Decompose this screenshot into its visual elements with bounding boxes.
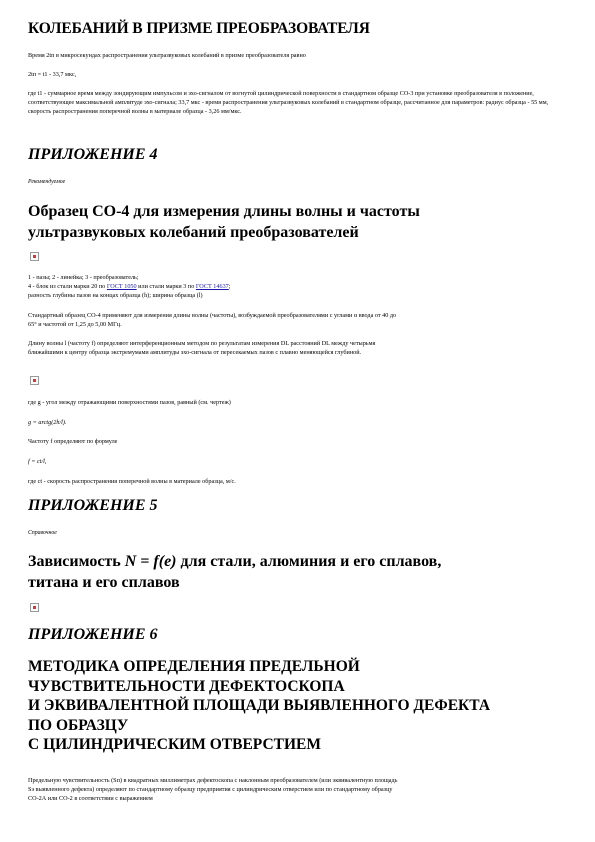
legend-line: разность глубины пазов на концах образца (h); ширина образца (l) [28,292,203,300]
ct-where: где ct - скорость распространения поперечной волны в материале образца, м/с. [28,478,236,485]
appendix-6-heading: ПРИЛОЖЕНИЕ 6 [28,626,158,643]
title-formula: N = f(e) [124,553,177,570]
legend-text: ; [228,283,231,291]
freq-text: Частоту f определяют по формуле [28,438,118,445]
paragraph-line: Предельную чувствительность (Sп) в квадратных миллиметрах дефектоскопа с наклонным преобразователем (или эквивалентную площадь [28,777,398,784]
title-text: для стали, алюминия и его сплавов, [176,553,442,570]
appendix-4-heading: ПРИЛОЖЕНИЕ 4 [28,146,158,163]
appendix-6-title-line: И ЭКВИВАЛЕНТНОЙ ПЛОЩАДИ ВЫЯВЛЕННОГО ДЕФЕКТА [28,697,491,714]
appendix-6-title-line: ЧУВСТВИТЕЛЬНОСТИ ДЕФЕКТОСКОПА [28,677,345,695]
appendix-4-paragraph-2 [28,339,568,357]
appendix-6-title-line: С ЦИЛИНДРИЧЕСКИМ ОТВЕРСТИЕМ [28,736,322,753]
prism-text: Время 2tп в микросекундах распространения ультразвуковых колебаний в призме преобразователя равно [28,52,306,59]
appendix-6-title [28,657,568,755]
legend-text: или стали марки 3 по [136,283,196,291]
legend-text: 4 - блок из стали марки 20 по [28,283,107,291]
appendix-4-title-line: ультразвуковых колебаний преобразователей [28,224,359,241]
gost-14637-link[interactable]: ГОСТ 14637 [195,283,229,291]
paragraph-line: 65° и частотой от 1,25 до 5,00 МГц. [28,321,122,329]
gamma-formula: g = arctg(2h/l). [28,419,67,426]
paragraph-line: Длину волны l (частоту f) определяют интерференционным методом по результатам измерения DL расстояний DL между четырьмя [28,340,376,347]
section-title: КОЛЕБАНИЙ В ПРИЗМЕ ПРЕОБРАЗОВАТЕЛЯ [28,20,370,37]
appendix-6-title-line: МЕТОДИКА ОПРЕДЕЛЕНИЯ ПРЕДЕЛЬНОЙ [28,658,360,675]
prism-where-paragraph: где t1 - суммарное время между зондирующим импульсом и эхо-сигналом от вогнутой цилиндрической поверхности в стандартном образце СО-3 при установке преобразователя в положение, соответствующее максимальной амплитуде эхо-сигнала; 33,7 мкс - время распространения ультразвуковых колебаний в стандартном образце, рассчитанное для параметров: радиус образца - 55 мм, скорость распространения поперечной волны в материале образца - 3,26 мм/мкс. [28,90,549,116]
title-text: Зависимость [28,553,125,570]
paragraph-line: Sэ выявленного дефекта) определяют по стандартному образцу предприятия с цилиндрическим отверстием или по стандартному образцу [28,786,393,794]
paragraph-line: СО-2А или СО-2 в соответствии с выражением [28,795,153,803]
appendix-6-title-line: ПО ОБРАЗЦУ [28,716,129,734]
broken-image-icon [30,603,39,612]
gamma-where: где g - угол между отражающими поверхностями пазов, равный (см. чертеж) [28,399,231,406]
appendix-5-title-line [28,551,568,572]
broken-image-icon [30,252,39,261]
appendix-5-title [28,551,568,593]
appendix-6-paragraph [28,776,568,804]
appendix-4-legend [28,273,568,301]
paragraph-line: Стандартный образец СО-4 применяют для измерения длины волны (частоты), возбуждаемой преобразователями с углами α ввода от 40 до [28,312,397,319]
broken-image-icon [30,376,39,385]
appendix-5-heading: ПРИЛОЖЕНИЕ 5 [28,497,158,514]
appendix-4-title-line: Образец СО-4 для измерения длины волны и частоты [28,203,420,220]
appendix-4-paragraph-1 [28,311,568,329]
legend-line: 1 - пазы; 2 - линейка; 3 - преобразователь; [28,274,139,281]
prism-formula: 2tп = t1 - 33,7 мкс, [28,71,77,78]
appendix-5-title-line: титана и его сплавов [28,574,180,591]
appendix-4-status: Рекомендуемое [28,179,66,185]
appendix-4-title [28,201,568,243]
freq-formula: f = ct/l, [28,458,47,465]
gost-1050-link[interactable]: ГОСТ 1050 [106,283,137,291]
legend-line [28,282,568,291]
appendix-5-status: Справочное [28,530,57,536]
paragraph-line: ближайшими к центру образца экстремумами амплитуды эхо-сигнала от пересекаемых пазов с плавно меняющейся глубиной. [28,349,362,357]
